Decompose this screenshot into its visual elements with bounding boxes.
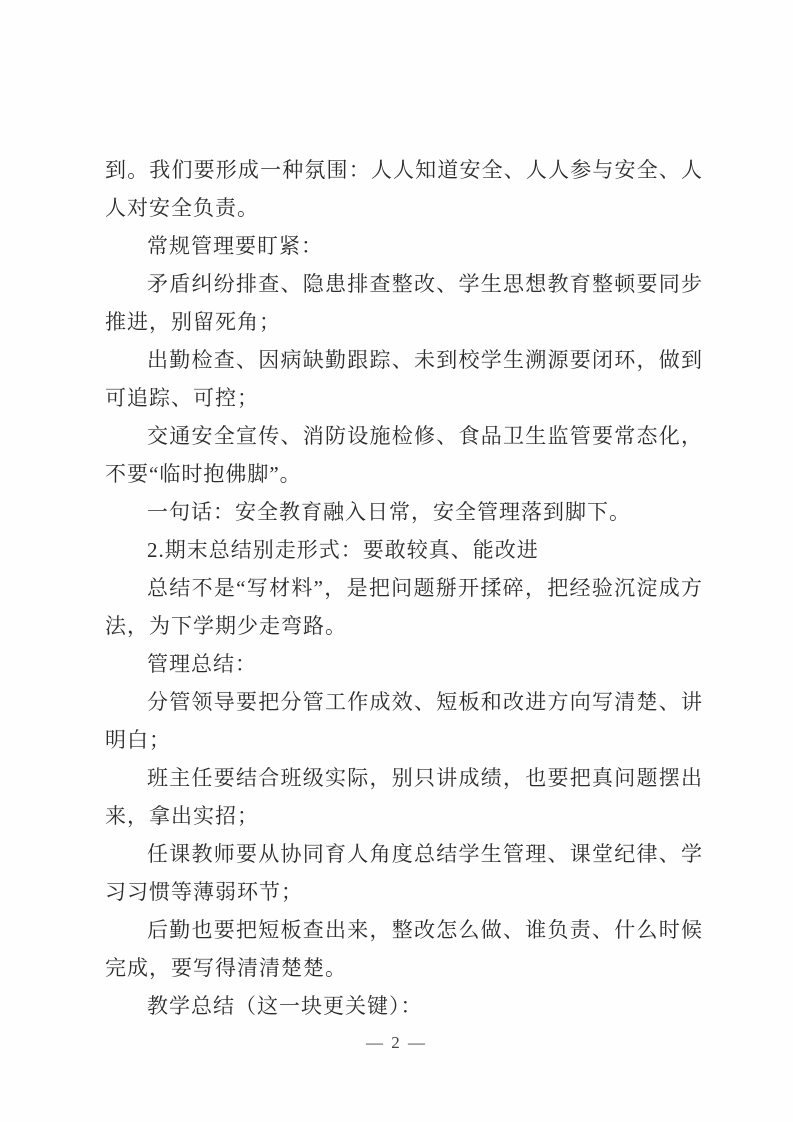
paragraph: 到。我们要形成一种氛围：人人知道安全、人人参与安全、人人对安全负责。 bbox=[105, 158, 703, 220]
paragraph: 常规管理要盯紧： bbox=[147, 234, 323, 258]
page-number: — 2 — bbox=[366, 1033, 427, 1052]
paragraph: 管理总结： bbox=[147, 652, 257, 676]
paragraph: 出勤检查、因病缺勤跟踪、未到校学生溯源要闭环，做到可追踪、可控； bbox=[105, 348, 703, 410]
paragraph: 一句话：安全教育融入日常，安全管理落到脚下。 bbox=[147, 500, 631, 524]
paragraph: 2.期末总结别走形式：要敢较真、能改进 bbox=[147, 538, 539, 562]
paragraph: 教学总结（这一块更关键）： bbox=[147, 994, 423, 1018]
paragraph: 班主任要结合班级实际，别只讲成绩，也要把真问题摆出来，拿出实招； bbox=[105, 766, 703, 828]
paragraph: 总结不是“写材料”，是把问题掰开揉碎，把经验沉淀成方法，为下学期少走弯路。 bbox=[105, 576, 703, 638]
paragraph: 分管领导要把分管工作成效、短板和改进方向写清楚、讲明白； bbox=[105, 690, 703, 752]
paragraph: 交通安全宣传、消防设施检修、食品卫生监管要常态化，不要“临时抱佛脚”。 bbox=[105, 424, 703, 486]
paragraph: 任课教师要从协同育人角度总结学生管理、课堂纪律、学习习惯等薄弱环节； bbox=[105, 842, 703, 904]
paragraph: 矛盾纠纷排查、隐患排查整改、学生思想教育整顿要同步推进，别留死角； bbox=[105, 272, 703, 334]
document-body-text bbox=[105, 151, 703, 1025]
paragraph: 后勤也要把短板查出来，整改怎么做、谁负责、什么时候完成，要写得清清楚楚。 bbox=[105, 918, 703, 980]
